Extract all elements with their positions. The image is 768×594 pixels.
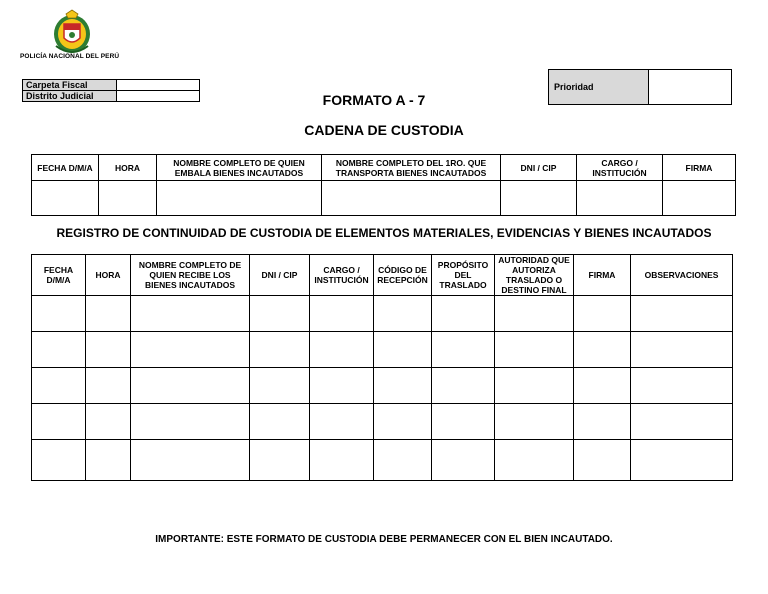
table-row — [32, 404, 733, 440]
table-row — [32, 440, 733, 481]
table-row — [32, 296, 733, 332]
custody-continuity-table — [31, 254, 733, 481]
table-row — [32, 181, 736, 216]
col-transporta: NOMBRE COMPLETO DEL 1RO. QUE TRANSPORTA BIENES INCAUTADOS — [322, 155, 501, 181]
col-dni: DNI / CIP — [501, 155, 577, 181]
table-header-row — [32, 255, 733, 296]
fiscal-row — [23, 80, 200, 91]
registry-title: REGISTRO DE CONTINUIDAD DE CUSTODIA DE ELEMENTOS MATERIALES, EVIDENCIAS Y BIENES INCAUTADOS — [56, 226, 712, 240]
cell-transporta[interactable] — [322, 181, 501, 216]
cell-embala[interactable] — [157, 181, 322, 216]
col-firma: FIRMA — [574, 255, 631, 296]
col-cargo: CARGO / INSTITUCIÓN — [577, 155, 663, 181]
col-dni: DNI / CIP — [250, 255, 310, 296]
col-observaciones: OBSERVACIONES — [631, 255, 733, 296]
col-proposito: PROPÓSITO DEL TRASLADO — [432, 255, 495, 296]
col-hora: HORA — [99, 155, 157, 181]
col-fecha: FECHA D/M/A — [32, 155, 99, 181]
cell-hora[interactable] — [99, 181, 157, 216]
cell-firma[interactable] — [663, 181, 736, 216]
cell-cargo[interactable] — [577, 181, 663, 216]
carpeta-fiscal-label: Carpeta Fiscal — [23, 80, 117, 91]
col-cargo: CARGO / INSTITUCIÓN — [310, 255, 374, 296]
distrito-judicial-label: Distrito Judicial — [23, 91, 117, 102]
col-autoridad: AUTORIDAD QUE AUTORIZA TRASLADO O DESTINO FINAL — [495, 255, 574, 296]
cell-dni[interactable] — [501, 181, 577, 216]
col-recibe: NOMBRE COMPLETO DE QUIEN RECIBE LOS BIENES INCAUTADOS — [131, 255, 250, 296]
org-name: POLICÍA NACIONAL DEL PERÚ — [20, 53, 120, 60]
footer-note: IMPORTANTE: ESTE FORMATO DE CUSTODIA DEBE PERMANECER CON EL BIEN INCAUTADO. — [155, 534, 613, 545]
col-firma: FIRMA — [663, 155, 736, 181]
cell-fecha[interactable] — [32, 181, 99, 216]
col-hora: HORA — [86, 255, 131, 296]
col-fecha: FECHA D/M/A — [32, 255, 86, 296]
carpeta-fiscal-field[interactable] — [117, 80, 200, 91]
table-header-row — [32, 155, 736, 181]
col-embala: NOMBRE COMPLETO DE QUIEN EMBALA BIENES INCAUTADOS — [157, 155, 322, 181]
main-title: CADENA DE CUSTODIA — [304, 122, 464, 138]
table-row — [32, 368, 733, 404]
col-codigo: CÓDIGO DE RECEPCIÓN — [374, 255, 432, 296]
format-title: FORMATO A - 7 — [322, 92, 426, 108]
priority-label: Prioridad — [549, 70, 649, 105]
table-row — [32, 332, 733, 368]
custody-origin-table — [31, 154, 736, 216]
pnp-crest-icon — [50, 8, 94, 56]
